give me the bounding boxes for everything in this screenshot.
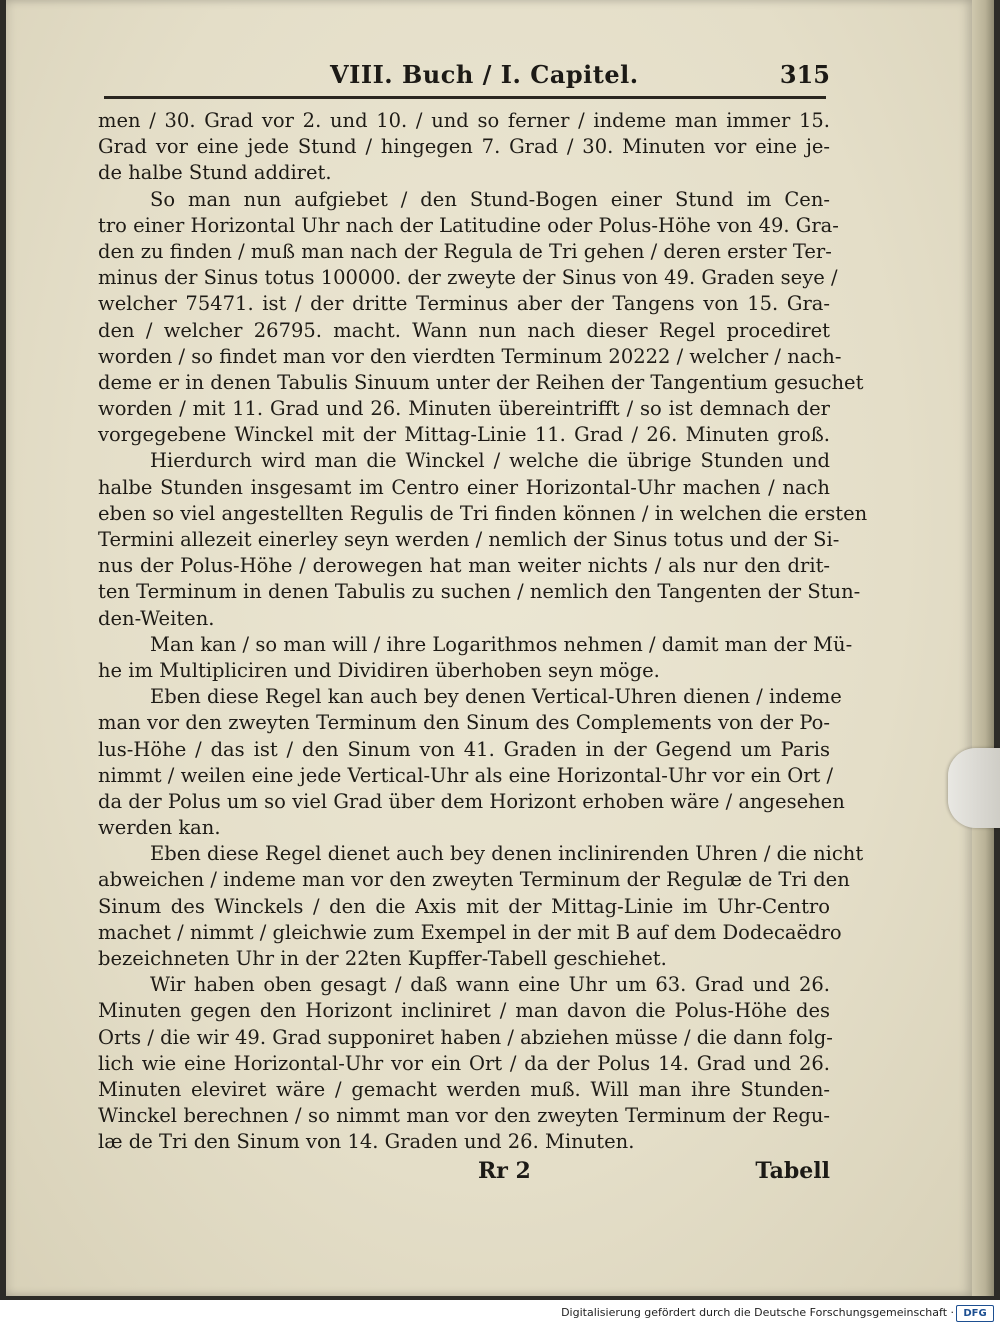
text-line: Minuten eleviret wäre / gemacht werden muß. Will man ihre Stunden-	[98, 1077, 830, 1101]
text-line: den-Weiten.	[98, 606, 215, 630]
paragraph-start-line: So man nun aufgiebet / den Stund-Bogen einer Stund im Cen-	[150, 187, 830, 211]
text-line: he im Multipliciren und Dividiren überhoben seyn möge.	[98, 658, 660, 682]
text-line: minus der Sinus totus 100000. der zweyte der Sinus von 49. Graden seye /	[98, 266, 838, 290]
paragraph-start-line: Hierdurch wird man die Winckel / welche die übrige Stunden und	[150, 449, 830, 473]
signature-mark: Rr 2	[478, 1158, 531, 1184]
header-rule	[104, 96, 826, 99]
paragraph-start-line: Man kan / so man will / ihre Logarithmos nehmen / damit man der Mü-	[150, 632, 853, 656]
text-line: lich wie eine Horizontal-Uhr vor ein Ort / da der Polus 14. Grad und 26.	[98, 1051, 830, 1075]
text-line: machet / nimmt / gleichwie zum Exempel in der mit B auf dem Dodecaëdro	[98, 920, 842, 944]
text-line: halbe Stunden insgesamt im Centro einer Horizontal-Uhr machen / nach	[98, 475, 830, 499]
catchword: Tabell	[755, 1158, 830, 1184]
text-line: nimmt / weilen eine jede Vertical-Uhr als eine Horizontal-Uhr vor ein Ort /	[98, 763, 834, 787]
text-line: Winckel berechnen / so nimmt man vor den zweyten Terminum der Regu-	[98, 1104, 830, 1128]
funding-credit: Digitalisierung gefördert durch die Deutsche Forschungsgemeinschaft ·	[561, 1306, 954, 1319]
page-header	[100, 58, 830, 98]
text-line: læ de Tri den Sinum von 14. Graden und 26. Minuten.	[98, 1130, 635, 1154]
paragraph-start-line: Eben diese Regel dienet auch bey denen inclinirenden Uhren / die nicht	[150, 842, 864, 866]
text-line: deme er in denen Tabulis Sinuum unter der Reihen der Tangentium gesuchet	[98, 370, 864, 394]
text-line: welcher 75471. ist / der dritte Terminus aber der Tangens von 15. Gra-	[98, 292, 830, 316]
text-line: Termini allezeit einerley seyn werden / nemlich der Sinus totus und der Si-	[98, 528, 840, 551]
text-line: bezeichneten Uhr in der 22ten Kupffer-Tabell geschiehet.	[98, 947, 667, 970]
page-edge	[972, 0, 994, 1296]
text-line: werden kan.	[98, 816, 221, 840]
text-line: ten Terminum in denen Tabulis zu suchen / nemlich den Tangenten der Stun-	[98, 580, 861, 604]
text-line: man vor den zweyten Terminum den Sinum des Complements von der Po-	[98, 711, 830, 735]
paragraph-start-line: Eben diese Regel kan auch bey denen Vertical-Uhren dienen / indeme	[150, 685, 842, 709]
text-line: eben so viel angestellten Regulis de Tri finden können / in welchen die ersten	[98, 501, 868, 525]
body-text	[98, 108, 868, 1156]
text-line: Sinum des Winckels / den die Axis mit der Mittag-Linie im Uhr-Centro	[98, 894, 830, 918]
text-line: lus-Höhe / das ist / den Sinum von 41. Graden in der Gegend um Paris	[98, 737, 830, 761]
dfg-logo-icon: DFG	[956, 1305, 994, 1322]
page-footer	[98, 1158, 830, 1192]
running-head: VIII. Buch / I. Capitel.	[330, 60, 639, 89]
page-number: 315	[779, 60, 830, 89]
text-line: abweichen / indeme man vor den zweyten Terminum der Regulæ de Tri den	[98, 868, 850, 892]
text-line: Orts / die wir 49. Grad supponiret haben / abziehen müsse / die dann folg-	[98, 1025, 833, 1049]
text-line: tro einer Horizontal Uhr nach der Latitudine oder Polus-Höhe von 49. Gra-	[98, 213, 839, 237]
text-line: den / welcher 26795. macht. Wann nun nach dieser Regel procediret	[98, 318, 830, 342]
text-line: vorgegebene Winckel mit der Mittag-Linie 11. Grad / 26. Minuten groß.	[98, 423, 830, 447]
text-line: nus der Polus-Höhe / derowegen hat man weiter nichts / als nur den drit-	[98, 554, 830, 578]
text-line: den zu finden / muß man nach der Regula de Tri gehen / deren erster Ter-	[98, 239, 832, 263]
paragraph-start-line: Wir haben oben gesagt / daß wann eine Uhr um 63. Grad und 26.	[150, 973, 830, 997]
text-line: worden / mit 11. Grad und 26. Minuten übereintrifft / so ist demnach der	[98, 397, 830, 421]
text-line: de halbe Stund addiret.	[98, 161, 332, 185]
text-line: Grad vor eine jede Stund / hingegen 7. Grad / 30. Minuten vor eine je-	[98, 135, 830, 159]
text-line: da der Polus um so viel Grad über dem Horizont erhoben wäre / angesehen	[98, 789, 845, 813]
text-line: worden / so findet man vor den vierdten Terminum 20222 / welcher / nach-	[98, 344, 842, 368]
page-clip	[948, 748, 1000, 828]
text-line: men / 30. Grad vor 2. und 10. / und so ferner / indeme man immer 15.	[98, 109, 830, 132]
credit-bar	[0, 1302, 1000, 1324]
text-line: Minuten gegen den Horizont incliniret / man davon die Polus-Höhe des	[98, 999, 830, 1023]
